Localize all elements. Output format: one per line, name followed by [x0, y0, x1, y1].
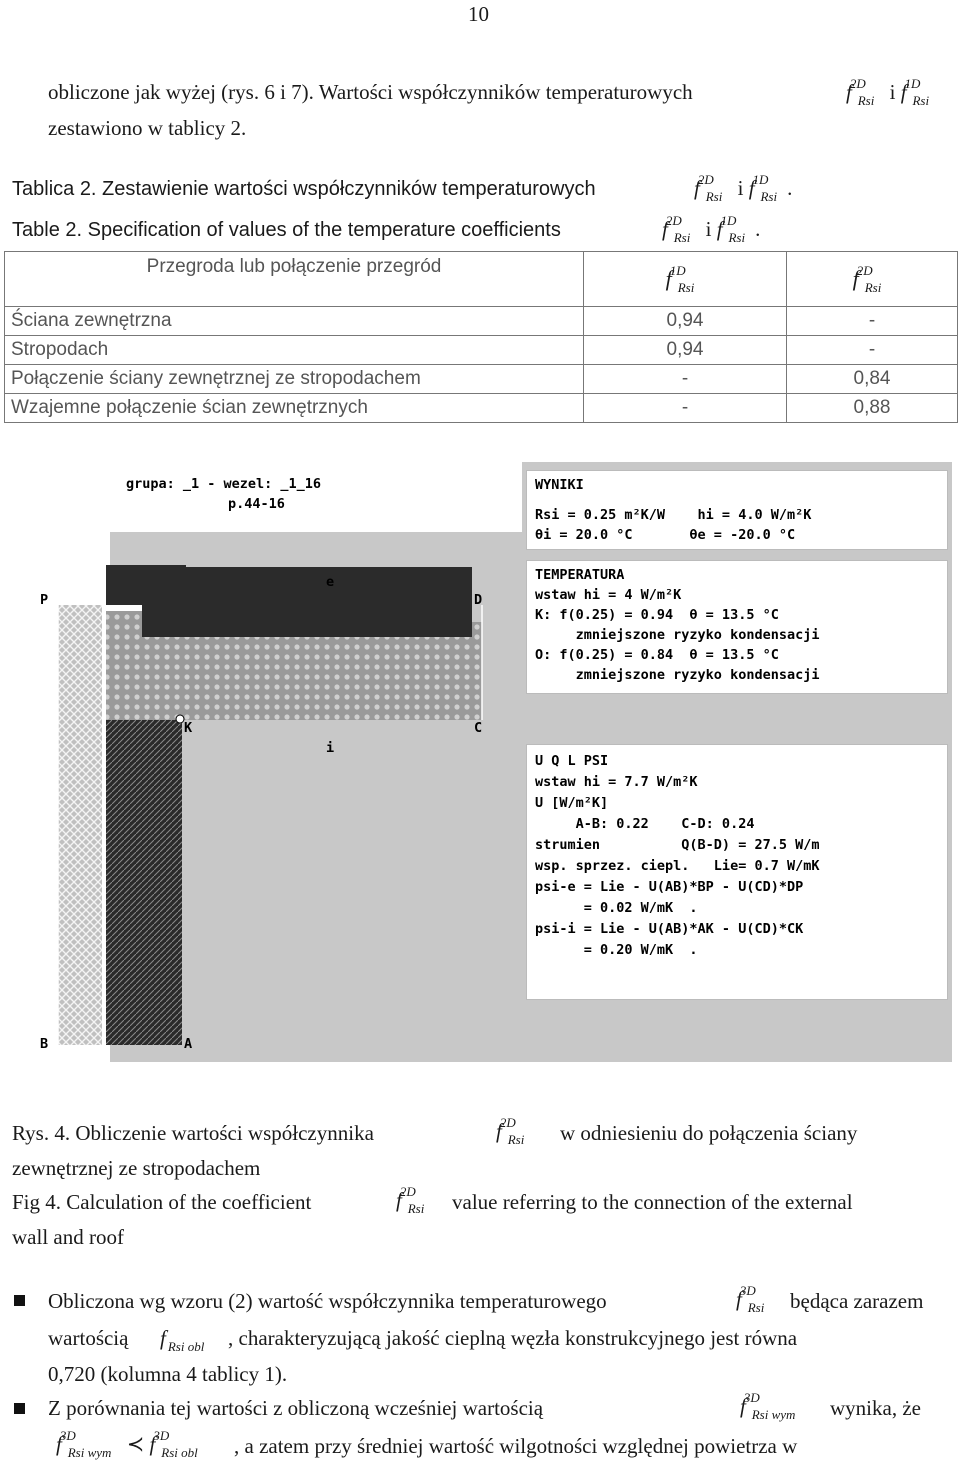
sub-rsi: Rsi: [677, 280, 695, 295]
bullet1-text-c: wartością: [48, 1326, 129, 1350]
intro-symbols: [846, 76, 939, 108]
uql-line: wstaw hi = 7.7 W/m²K: [535, 774, 698, 790]
sub-rsi: Rsi: [760, 189, 778, 204]
row-f2d: -: [787, 336, 958, 365]
f-symbol: f: [160, 1326, 166, 1350]
header-f1d: [584, 252, 787, 307]
row-f1d: -: [584, 394, 787, 423]
uql-line: strumien Q(B-D) = 27.5 W/m: [535, 837, 820, 853]
fig-caption-pl-a: Rys. 4. Obliczenie wartości współczynnika: [12, 1121, 374, 1145]
table-row: [5, 307, 958, 336]
uql-line: psi-i = Lie - U(AB)*AK - U(CD)*CK: [535, 921, 804, 937]
f-symbol: f: [736, 1287, 742, 1311]
f-symbol: f: [662, 217, 668, 241]
f-symbol: f: [694, 176, 700, 200]
table-caption-en: Table 2. Specification of values of the temperature coefficients: [12, 219, 561, 241]
header-partition: Przegroda lub połączenie przegród: [5, 252, 584, 307]
row-f2d: -: [787, 307, 958, 336]
label-P: P: [40, 592, 49, 608]
table-row: [5, 365, 958, 394]
bullet2-symbol-fwym: [740, 1390, 805, 1422]
uql-line: = 0.20 W/mK .: [535, 942, 698, 958]
sup-3d: 3D: [743, 1390, 760, 1405]
uql-line: U Q L PSI: [535, 753, 609, 769]
temperatura-line: zmniejszone ryzyko kondensacji: [535, 627, 820, 643]
sub-rsi: Rsi: [507, 1132, 525, 1147]
temperatura-line: K: f(0.25) = 0.94 θ = 13.5 °C: [535, 607, 779, 623]
fig-caption-en-b: value referring to the connection of the external: [452, 1190, 853, 1214]
sup-1d: 1D: [720, 213, 737, 228]
sup-2d: 2D: [665, 213, 682, 228]
conj-i: i: [705, 217, 712, 241]
bullet1-text-b: będąca zarazem: [790, 1289, 924, 1313]
fig-caption-pl-symbol: [496, 1115, 534, 1147]
temperatura-line: zmniejszone ryzyko kondensacji: [535, 667, 820, 683]
bullet-icon: [14, 1403, 25, 1414]
temperatura-line: wstaw hi = 4 W/m²K: [535, 587, 682, 603]
sup-1d: 1D: [904, 76, 921, 91]
row-f1d: -: [584, 365, 787, 394]
sup-3d: 3D: [739, 1283, 756, 1298]
wyniki-panel: [526, 470, 948, 550]
bullet1-symbol-fobl: [160, 1326, 205, 1354]
figure-screenshot: [22, 462, 952, 1062]
fig-caption-en-a: Fig 4. Calculation of the coefficient: [12, 1190, 312, 1214]
uql-panel: [526, 744, 948, 1000]
sup-1d: 1D: [669, 263, 686, 278]
uql-line: = 0.02 W/mK .: [535, 900, 698, 916]
sub-rsi-obl: Rsi obl: [167, 1339, 205, 1354]
sub-rsi-wym: Rsi wym: [751, 1407, 796, 1422]
bullet2-inequality: [56, 1428, 208, 1460]
intro-line-1: obliczone jak wyżej (rys. 6 i 7). Wartości współczynników temperaturowych: [48, 80, 693, 104]
temperatura-panel: [526, 560, 948, 694]
prec-symbol: ≺: [126, 1432, 145, 1456]
f-symbol: f: [716, 217, 723, 241]
sub-rsi: Rsi: [747, 1300, 765, 1315]
wyniki-line: θi = 20.0 °C θe = -20.0 °C: [535, 527, 796, 543]
sub-rsi: Rsi: [857, 93, 875, 108]
figure-title-line-2: p.44-16: [228, 496, 285, 512]
label-e: e: [326, 574, 335, 590]
uql-line: A-B: 0.22 C-D: 0.24: [535, 816, 755, 832]
sub-rsi-obl: Rsi obl: [161, 1445, 198, 1460]
sub-rsi: Rsi: [705, 189, 723, 204]
sub-rsi-wym: Rsi wym: [67, 1445, 112, 1460]
sub-rsi: Rsi: [728, 230, 746, 245]
sup-2d: 2D: [499, 1115, 516, 1130]
table-header-row: [5, 252, 958, 307]
sup-2d: 2D: [849, 76, 866, 91]
uql-line: wsp. sprzez. ciepl. Lie= 0.7 W/mK: [535, 858, 820, 874]
f-symbol: f: [396, 1188, 402, 1212]
row-f2d: 0,84: [787, 365, 958, 394]
label-D: D: [474, 592, 483, 608]
sup-2d: 2D: [856, 263, 873, 278]
label-A: A: [184, 1036, 193, 1052]
bullet2-text-a: Z porównania tej wartości z obliczoną wcześniej wartością: [48, 1396, 544, 1420]
sup-2d: 2D: [399, 1184, 416, 1199]
f-symbol: f: [149, 1432, 156, 1456]
temperatura-line: O: f(0.25) = 0.84 θ = 13.5 °C: [535, 647, 779, 663]
conj-i: i: [737, 176, 744, 200]
sup-3d: 3D: [59, 1428, 76, 1443]
row-f1d: 0,94: [584, 307, 787, 336]
sup-1d: 1D: [752, 172, 769, 187]
fig-caption-pl-c: zewnętrznej ze stropodachem: [12, 1156, 261, 1180]
intro-line-2: zestawiono w tablicy 2.: [48, 116, 247, 140]
sub-rsi: Rsi: [673, 230, 691, 245]
bullet1-text-d: , charakteryzującą jakość cieplną węzła konstrukcyjnego jest równa: [228, 1326, 798, 1350]
fig-caption-en-c: wall and roof: [12, 1225, 124, 1249]
wyniki-line: WYNIKI: [535, 477, 584, 493]
f-symbol: f: [846, 80, 852, 104]
fig-caption-pl-b: w odniesieniu do połączenia ściany: [560, 1121, 858, 1145]
table-caption-pl-symbols: $f^{2D}_{Rsi}$ i $f^{1D}_{Rsi}$ .: [694, 172, 793, 204]
sub-rsi: Rsi: [864, 280, 882, 295]
uql-line: psi-e = Lie - U(AB)*BP - U(CD)*DP: [535, 879, 804, 895]
uql-line: U [W/m²K]: [535, 795, 609, 811]
bullet1-symbol-f3d: [736, 1283, 774, 1315]
label-C: C: [474, 720, 483, 736]
sub-rsi: Rsi: [407, 1201, 425, 1216]
bullet1-text-a: Obliczona wg wzoru (2) wartość współczynnika temperaturowego: [48, 1289, 607, 1313]
f-symbol: f: [740, 1394, 746, 1418]
wyniki-line: Rsi = 0.25 m²K/W hi = 4.0 W/m²K: [535, 507, 812, 523]
table-row: [5, 394, 958, 423]
conj-i: i: [889, 80, 896, 104]
sup-3d: 3D: [153, 1428, 170, 1443]
page-number: 10: [468, 2, 489, 26]
table-caption-en-symbols: $f^{2D}_{Rsi}$ i $f^{1D}_{Rsi}$ .: [662, 213, 761, 245]
row-f1d: 0,94: [584, 336, 787, 365]
table-caption-pl: Tablica 2. Zestawienie wartości współczynników temperaturowych: [12, 178, 596, 200]
row-name: Wzajemne połączenie ścian zewnętrznych: [5, 394, 584, 423]
header-f2d: [787, 252, 958, 307]
row-name: Stropodach: [5, 336, 584, 365]
sub-rsi: Rsi: [912, 93, 930, 108]
label-i: i: [326, 740, 335, 756]
label-B: B: [40, 1036, 49, 1052]
bullet-icon: [14, 1295, 25, 1306]
row-f2d: 0,88: [787, 394, 958, 423]
row-name: Połączenie ściany zewnętrznej ze stropodachem: [5, 365, 584, 394]
f-symbol: f: [665, 266, 672, 291]
bullet2-text-c: , a zatem przy średniej wartość wilgotności względnej powietrza w: [234, 1434, 798, 1458]
fig-caption-en-symbol: [396, 1184, 434, 1216]
bullet1-text-e: 0,720 (kolumna 4 tablicy 1).: [48, 1362, 288, 1386]
figure-title-line-1: grupa: _1 - wezel: _1_16: [126, 476, 322, 492]
f-symbol: f: [900, 80, 907, 104]
f-symbol: f: [748, 176, 755, 200]
bullet2-text-b: wynika, że: [830, 1396, 921, 1420]
sup-2d: 2D: [697, 172, 714, 187]
table-row: [5, 336, 958, 365]
f-symbol: f: [496, 1119, 502, 1143]
label-K: K: [184, 720, 193, 736]
coefficients-table: [4, 251, 958, 423]
f-symbol: f: [56, 1432, 62, 1456]
row-name: Ściana zewnętrzna: [5, 307, 584, 336]
temperatura-line: TEMPERATURA: [535, 567, 625, 583]
f-symbol: f: [852, 266, 859, 291]
